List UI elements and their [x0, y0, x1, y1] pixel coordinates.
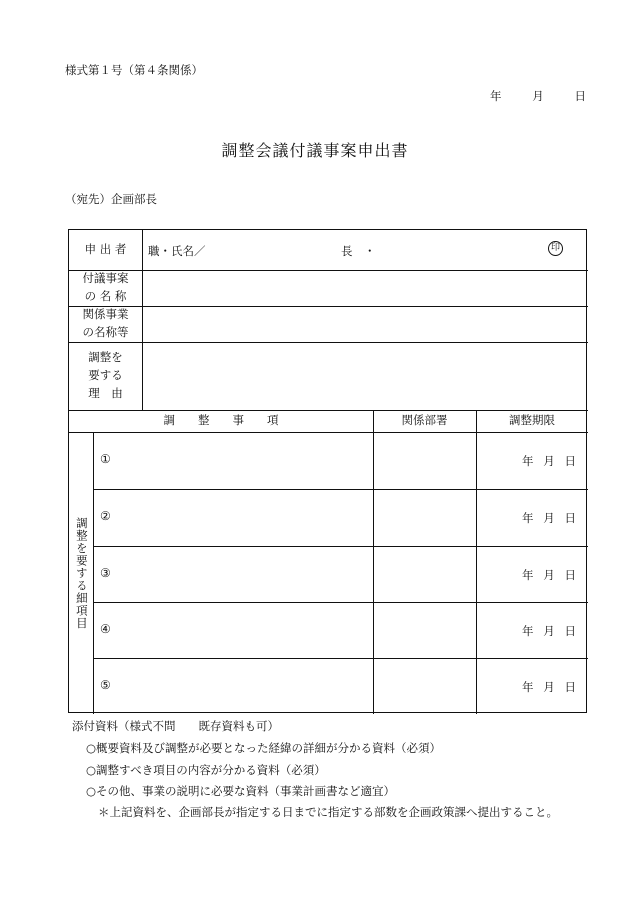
attachment-item: ○概要資料及び調整が必要となった経緯の詳細が分かる資料（必須）: [86, 741, 442, 755]
deadline-day: 日: [564, 511, 576, 525]
item-number: ⑤: [100, 678, 111, 692]
deadline-date[interactable]: [522, 510, 576, 526]
row-divider: [93, 546, 588, 547]
item-number: ①: [100, 452, 111, 466]
side-label: 調整を要する細項目: [74, 516, 89, 630]
row-divider: [93, 658, 588, 659]
deadline-date[interactable]: [522, 679, 576, 695]
deadline-day: 日: [564, 624, 576, 638]
row-divider: [69, 432, 588, 433]
chief-label: 長 ・: [341, 244, 376, 258]
applicant-name-field[interactable]: 職・氏名／: [148, 244, 206, 258]
header-department: 関係部署: [401, 413, 448, 428]
deadline-month: 月: [543, 680, 555, 694]
reason-label: 調整を 要する 理 由: [88, 350, 123, 400]
applicant-label: 申 出 者: [84, 242, 127, 257]
deadline-day: 日: [564, 680, 576, 694]
column-divider: [373, 410, 374, 714]
deadline-month: 月: [543, 511, 555, 525]
submission-note: ＊上記資料を、企画部長が指定する日までに指定する部数を企画政策課へ提出すること。: [98, 805, 558, 819]
date-month: 月: [532, 89, 544, 103]
header-deadline: 調整期限: [509, 413, 555, 428]
addressee: （宛先）企画部長: [65, 192, 157, 206]
column-divider: [93, 432, 94, 714]
deadline-year: 年: [522, 680, 534, 694]
project-name-field[interactable]: [143, 271, 587, 305]
attachment-item: ○その他、事業の説明に必要な資料（事業計画書など適宜）: [86, 784, 396, 798]
deadline-month: 月: [543, 624, 555, 638]
deadline-date[interactable]: [522, 623, 576, 639]
date-year: 年: [490, 89, 502, 103]
deadline-year: 年: [522, 454, 534, 468]
deadline-year: 年: [522, 568, 534, 582]
deadline-date[interactable]: [522, 567, 576, 583]
item-number: ②: [100, 509, 111, 523]
project-name-label: 付議事案 の 名 称: [82, 271, 129, 303]
form-number: 様式第１号（第４条関係）: [65, 63, 203, 77]
deadline-month: 月: [543, 454, 555, 468]
attachments-heading: 添付資料（様式不問 既存資料も可）: [72, 719, 279, 733]
deadline-year: 年: [522, 511, 534, 525]
document-title: 調整会議付議事案申出書: [221, 141, 409, 160]
related-project-label: 関係事業 の名称等: [82, 307, 129, 339]
item-number: ③: [100, 566, 111, 580]
deadline-day: 日: [564, 454, 576, 468]
deadline-month: 月: [543, 568, 555, 582]
date-day: 日: [574, 89, 586, 103]
reason-field[interactable]: [143, 343, 587, 409]
row-divider: [93, 602, 588, 603]
row-divider: [93, 489, 588, 490]
column-divider: [476, 410, 477, 714]
side-label-cell: [69, 432, 93, 714]
seal-mark: 印: [548, 241, 563, 256]
deadline-date[interactable]: [522, 453, 576, 469]
date-row: [490, 88, 586, 104]
deadline-year: 年: [522, 624, 534, 638]
deadline-day: 日: [564, 568, 576, 582]
attachment-item: ○調整すべき項目の内容が分かる資料（必須）: [86, 763, 326, 777]
application-form-table: [68, 229, 587, 713]
item-number: ④: [100, 622, 111, 636]
header-items: 調 整 事 項: [163, 413, 279, 428]
related-project-field[interactable]: [143, 307, 587, 341]
